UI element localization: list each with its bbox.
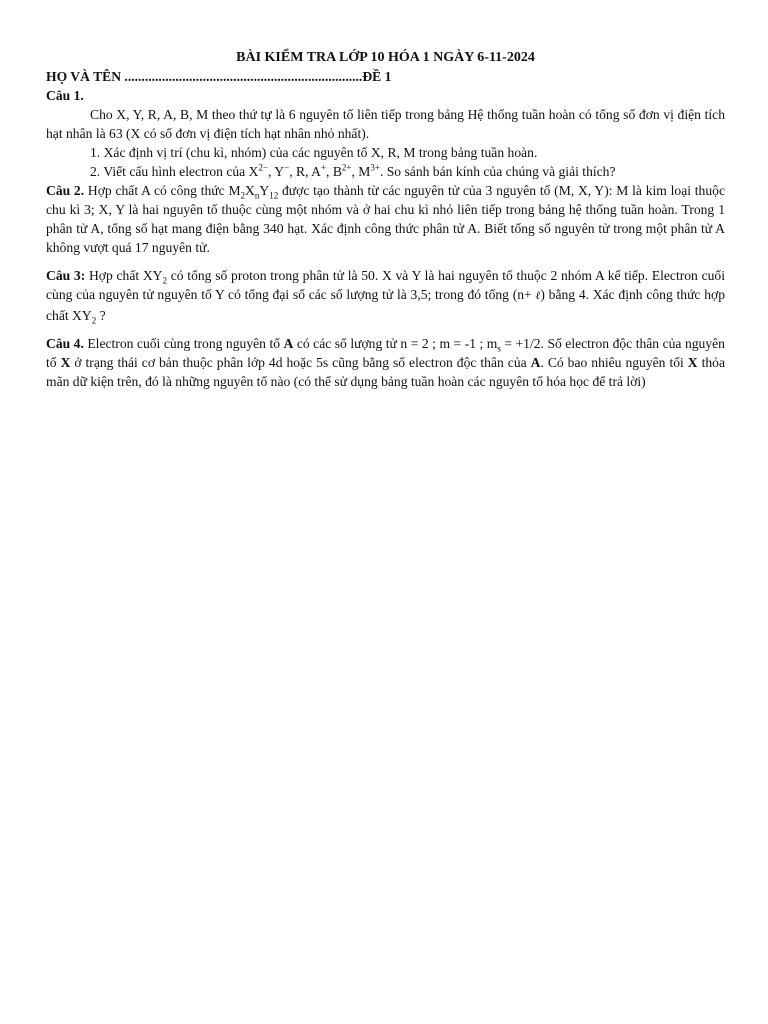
question-2-label: Câu 2.: [46, 183, 85, 198]
question-4: Câu 4. Electron cuối cùng trong nguyên tố A có các số lượng tử n = 2 ; m = -1 ; $m_s = +1/2$. Số electron độc thân của nguyên tố X ở trạng thái cơ bản thuộc phân lớp 4d hoặc 5s cũng bằng số electron độc thân của A. Có bao nhiêu nguyên tối X thỏa mãn dữ kiện trên, đó là những nguyên tố nào (có thể sử dụng bảng tuần hoàn các nguyên tố hóa học để trả lời): [46, 336, 725, 389]
question-1-part-2: 2. Viết cấu hình electron của $X^{2-}$, Y−, R, A+, $B^{2+}$, $M^{3+}$. So sánh bán kính của chúng và giải thích?: [90, 162, 616, 179]
question-1-label: Câu 1.: [46, 88, 84, 103]
question-3-label: Câu 3:: [46, 268, 86, 283]
exam-page: [46, 48, 725, 391]
name-label: HỌ VÀ TÊN ......................................................................: [46, 69, 363, 84]
exam-code: ĐỀ 1: [362, 69, 392, 84]
question-1-part-1: 1. Xác định vị trí (chu kì, nhóm) của các nguyên tố X, R, M trong bảng tuần hoàn.: [90, 145, 538, 160]
student-name-line: [46, 67, 725, 86]
question-3: Câu 3: Hợp chất $XY_2$ có tổng số proton trong phân tử là 50. X và Y là hai nguyên tố thuộc 2 nhóm A kế tiếp. Electron cuối cùng của nguyên tử nguyên tố Y có tổng đại số các số lượng tử là 3,5; trong đó tổng (n+ ℓ) bằng 4. Xác định công thức hợp chất $XY_2$ ?: [46, 268, 725, 326]
question-4-label: Câu 4.: [46, 336, 84, 351]
question-1-text: Cho X, Y, R, A, B, M theo thứ tự là 6 nguyên tố liên tiếp trong bảng Hệ thống tuần hoàn có tổng số đơn vị điện tích hạt nhân là 63 (X có số đơn vị điện tích hạt nhân nhỏ nhất).: [46, 107, 725, 141]
question-2: Câu 2. Hợp chất A có công thức $M_2X_nY_{12}$ được tạo thành từ các nguyên tử của 3 nguyên tố (M, X, Y): M là kim loại thuộc chu kì 3; X, Y là hai nguyên tố thuộc cùng một nhóm và ở hai chu kì nhỏ liên tiếp trong bảng hệ thống tuần hoàn. Trong 1 phân tử A, tổng số hạt mang điện bằng 340 hạt. Xác định công thức phân tử A. Biết tổng số nguyên tử trong một phân tử A không vượt quá 17 nguyên tử.: [46, 183, 725, 255]
exam-title: BÀI KIỂM TRA LỚP 10 HÓA 1 NGÀY 6-11-2024: [236, 50, 535, 65]
